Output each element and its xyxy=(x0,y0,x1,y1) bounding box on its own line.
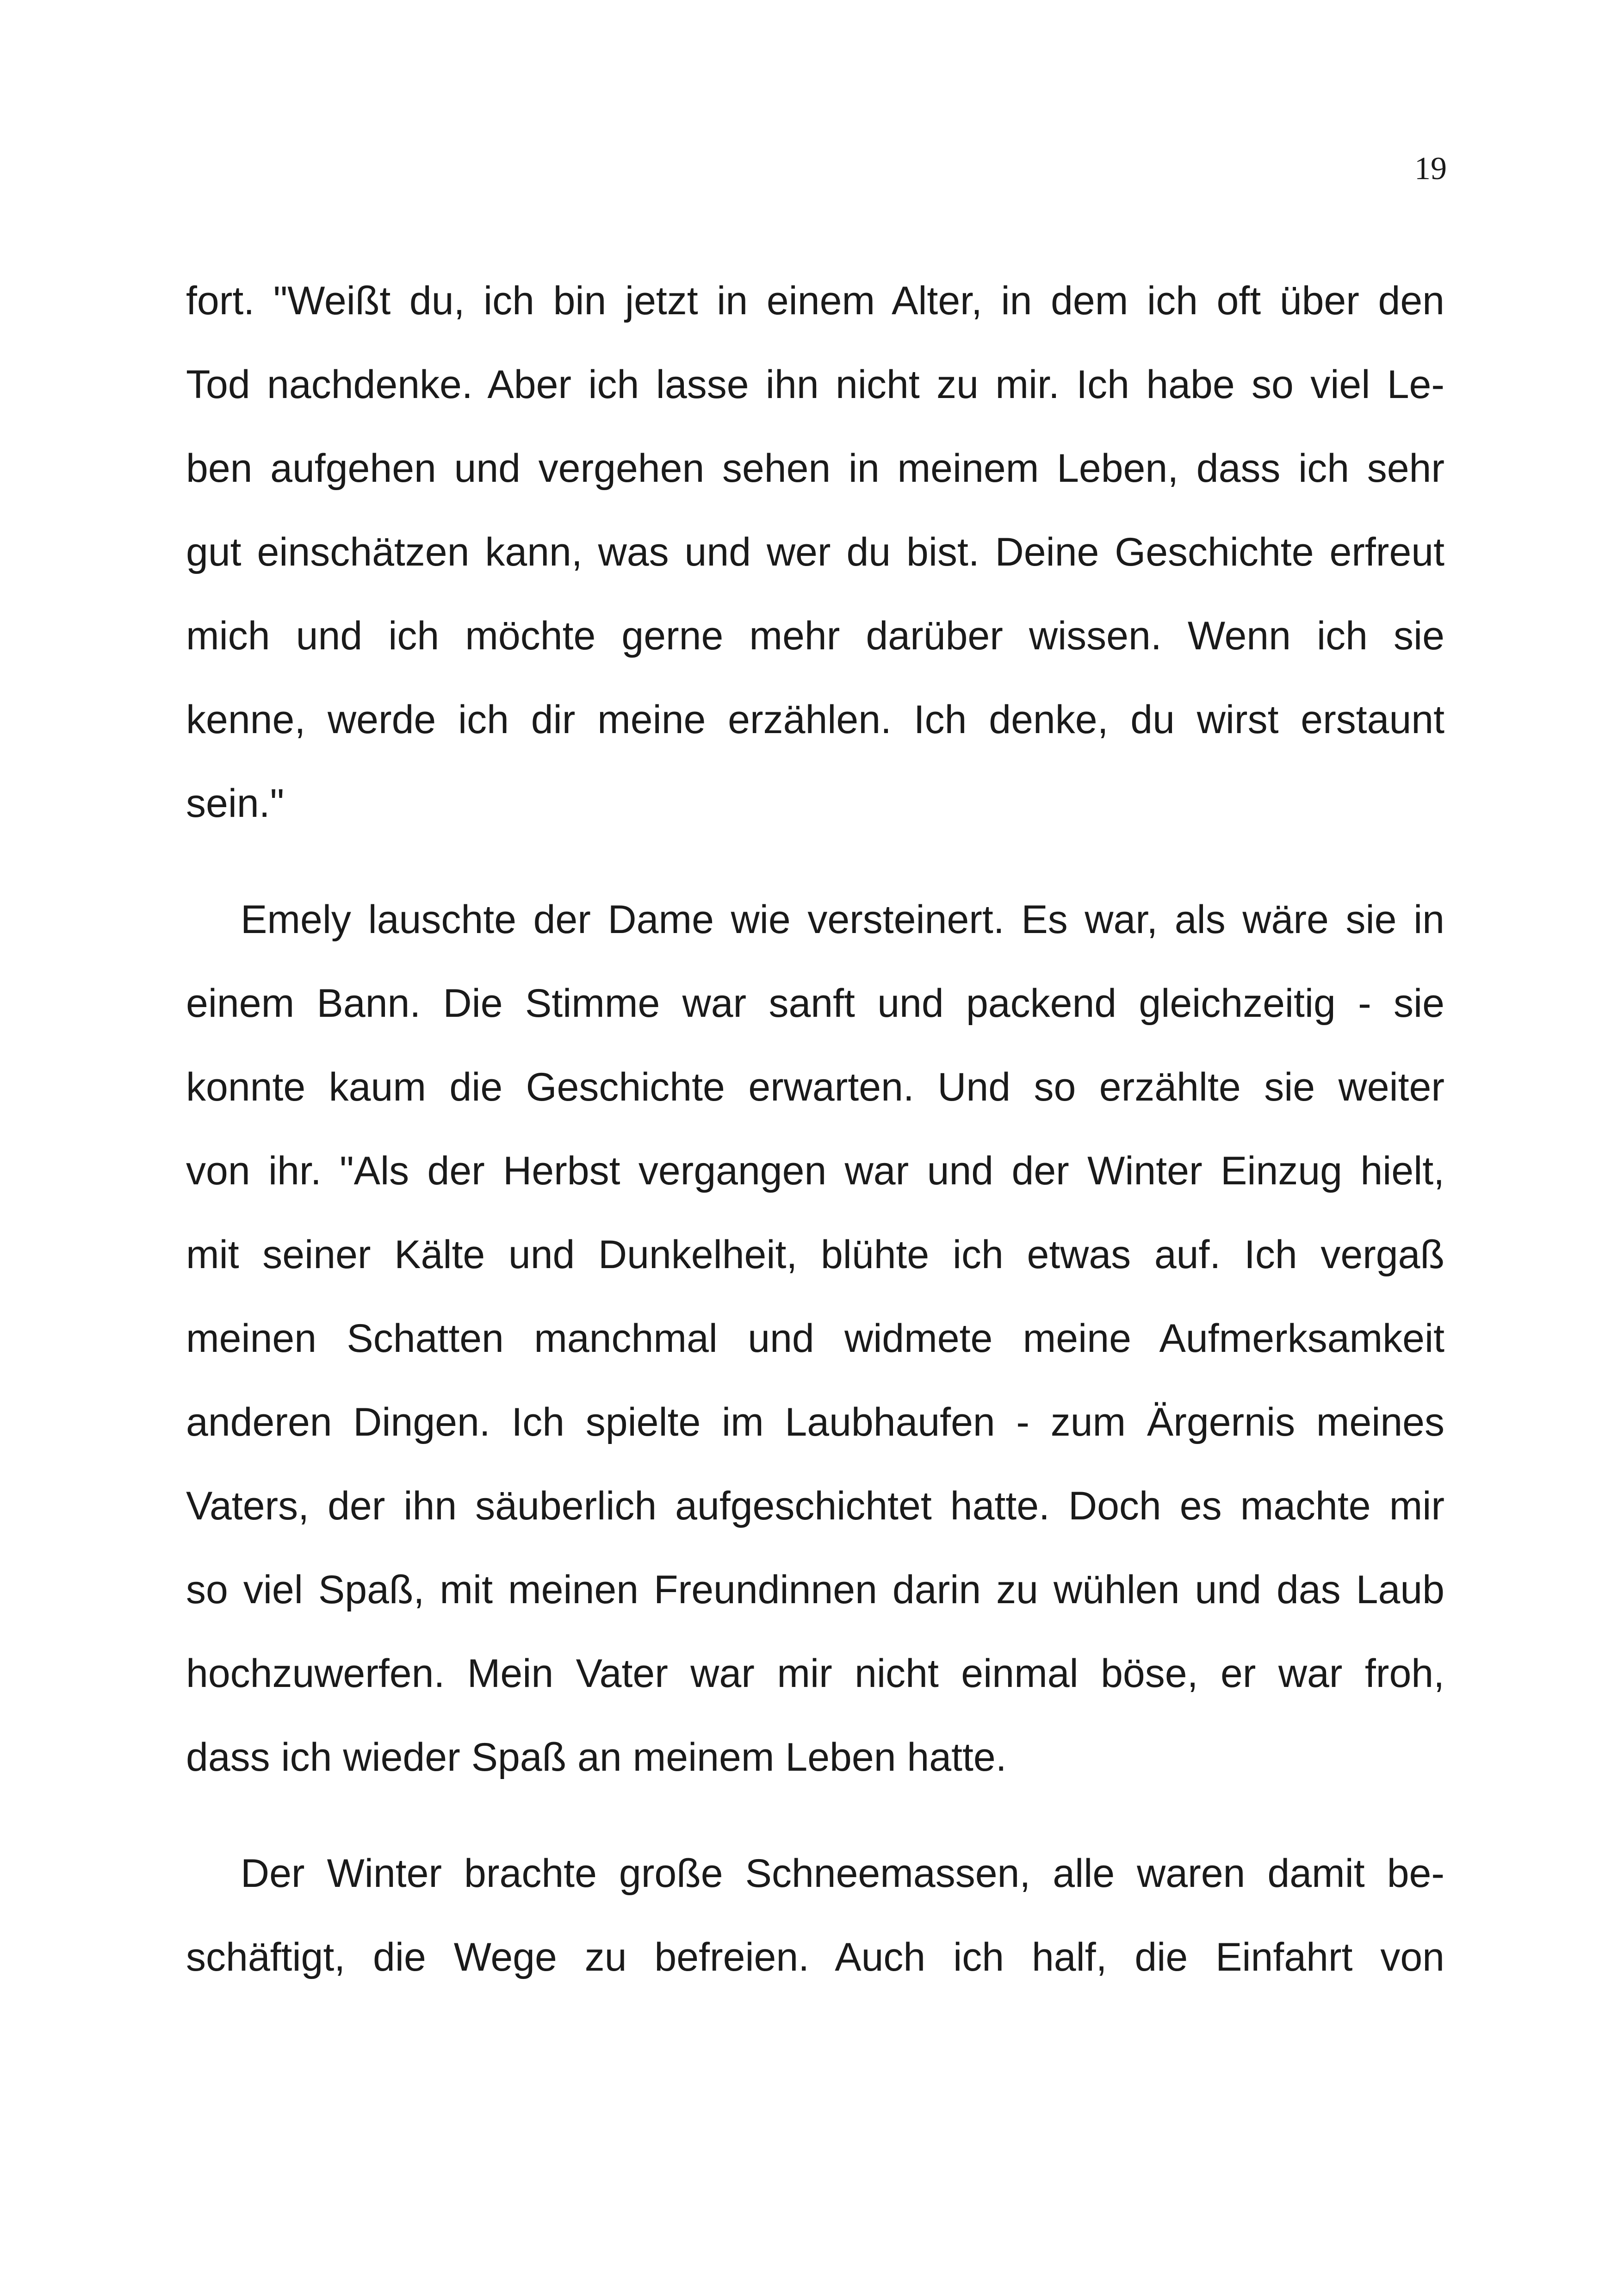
paragraph-gap xyxy=(186,1799,1444,1832)
text-line: Der Winter brachte große Schneemassen, alle waren damit be- xyxy=(241,1851,1444,1896)
text-line: mit seiner Kälte und Dunkelheit, blühte ich etwas auf. Ich vergaß xyxy=(186,1232,1444,1277)
text-line: konnte kaum die Geschichte erwarten. Und so erzählte sie weiter xyxy=(186,1065,1444,1109)
text-line: Vaters, der ihn säuberlich aufgeschichtet hatte. Doch es machte mir xyxy=(186,1484,1444,1528)
text-line: ben aufgehen und vergehen sehen in meinem Leben, dass ich sehr xyxy=(186,446,1444,491)
text-line: hochzuwerfen. Mein Vater war mir nicht einmal böse, er war froh, xyxy=(186,1651,1444,1696)
page-number: 19 xyxy=(1414,151,1447,187)
paragraph xyxy=(186,259,1444,846)
text-line: gut einschätzen kann, was und wer du bist. Deine Geschichte erfreut xyxy=(186,530,1444,574)
text-line: meinen Schatten manchmal und widmete meine Aufmerksamkeit xyxy=(186,1316,1444,1361)
paragraph xyxy=(186,1832,1444,1999)
text-line: Emely lauschte der Dame wie versteinert. Es war, als wäre sie in xyxy=(241,897,1444,942)
body-text xyxy=(186,259,1444,1999)
text-line: kenne, werde ich dir meine erzählen. Ich denke, du wirst erstaunt xyxy=(186,697,1444,742)
text-line: mich und ich möchte gerne mehr darüber wissen. Wenn ich sie xyxy=(186,614,1444,658)
text-line: schäftigt, die Wege zu befreien. Auch ich half, die Einfahrt von xyxy=(186,1935,1444,1979)
paragraph xyxy=(186,878,1444,1799)
text-line: fort. "Weißt du, ich bin jetzt in einem Alter, in dem ich oft über den xyxy=(186,279,1444,323)
paragraph-gap xyxy=(186,846,1444,878)
text-line: anderen Dingen. Ich spielte im Laubhaufen - zum Ärgernis meines xyxy=(186,1400,1444,1444)
text-line: so viel Spaß, mit meinen Freundinnen darin zu wühlen und das Laub xyxy=(186,1568,1444,1612)
text-line: einem Bann. Die Stimme war sanft und packend gleichzeitig - sie xyxy=(186,981,1444,1026)
text-line: von ihr. "Als der Herbst vergangen war und der Winter Einzug hielt, xyxy=(186,1149,1444,1193)
text-line: Tod nachdenke. Aber ich lasse ihn nicht zu mir. Ich habe so viel Le- xyxy=(186,362,1444,407)
text-line: dass ich wieder Spaß an meinem Leben hatte. xyxy=(186,1735,1007,1780)
text-line: sein." xyxy=(186,781,285,826)
